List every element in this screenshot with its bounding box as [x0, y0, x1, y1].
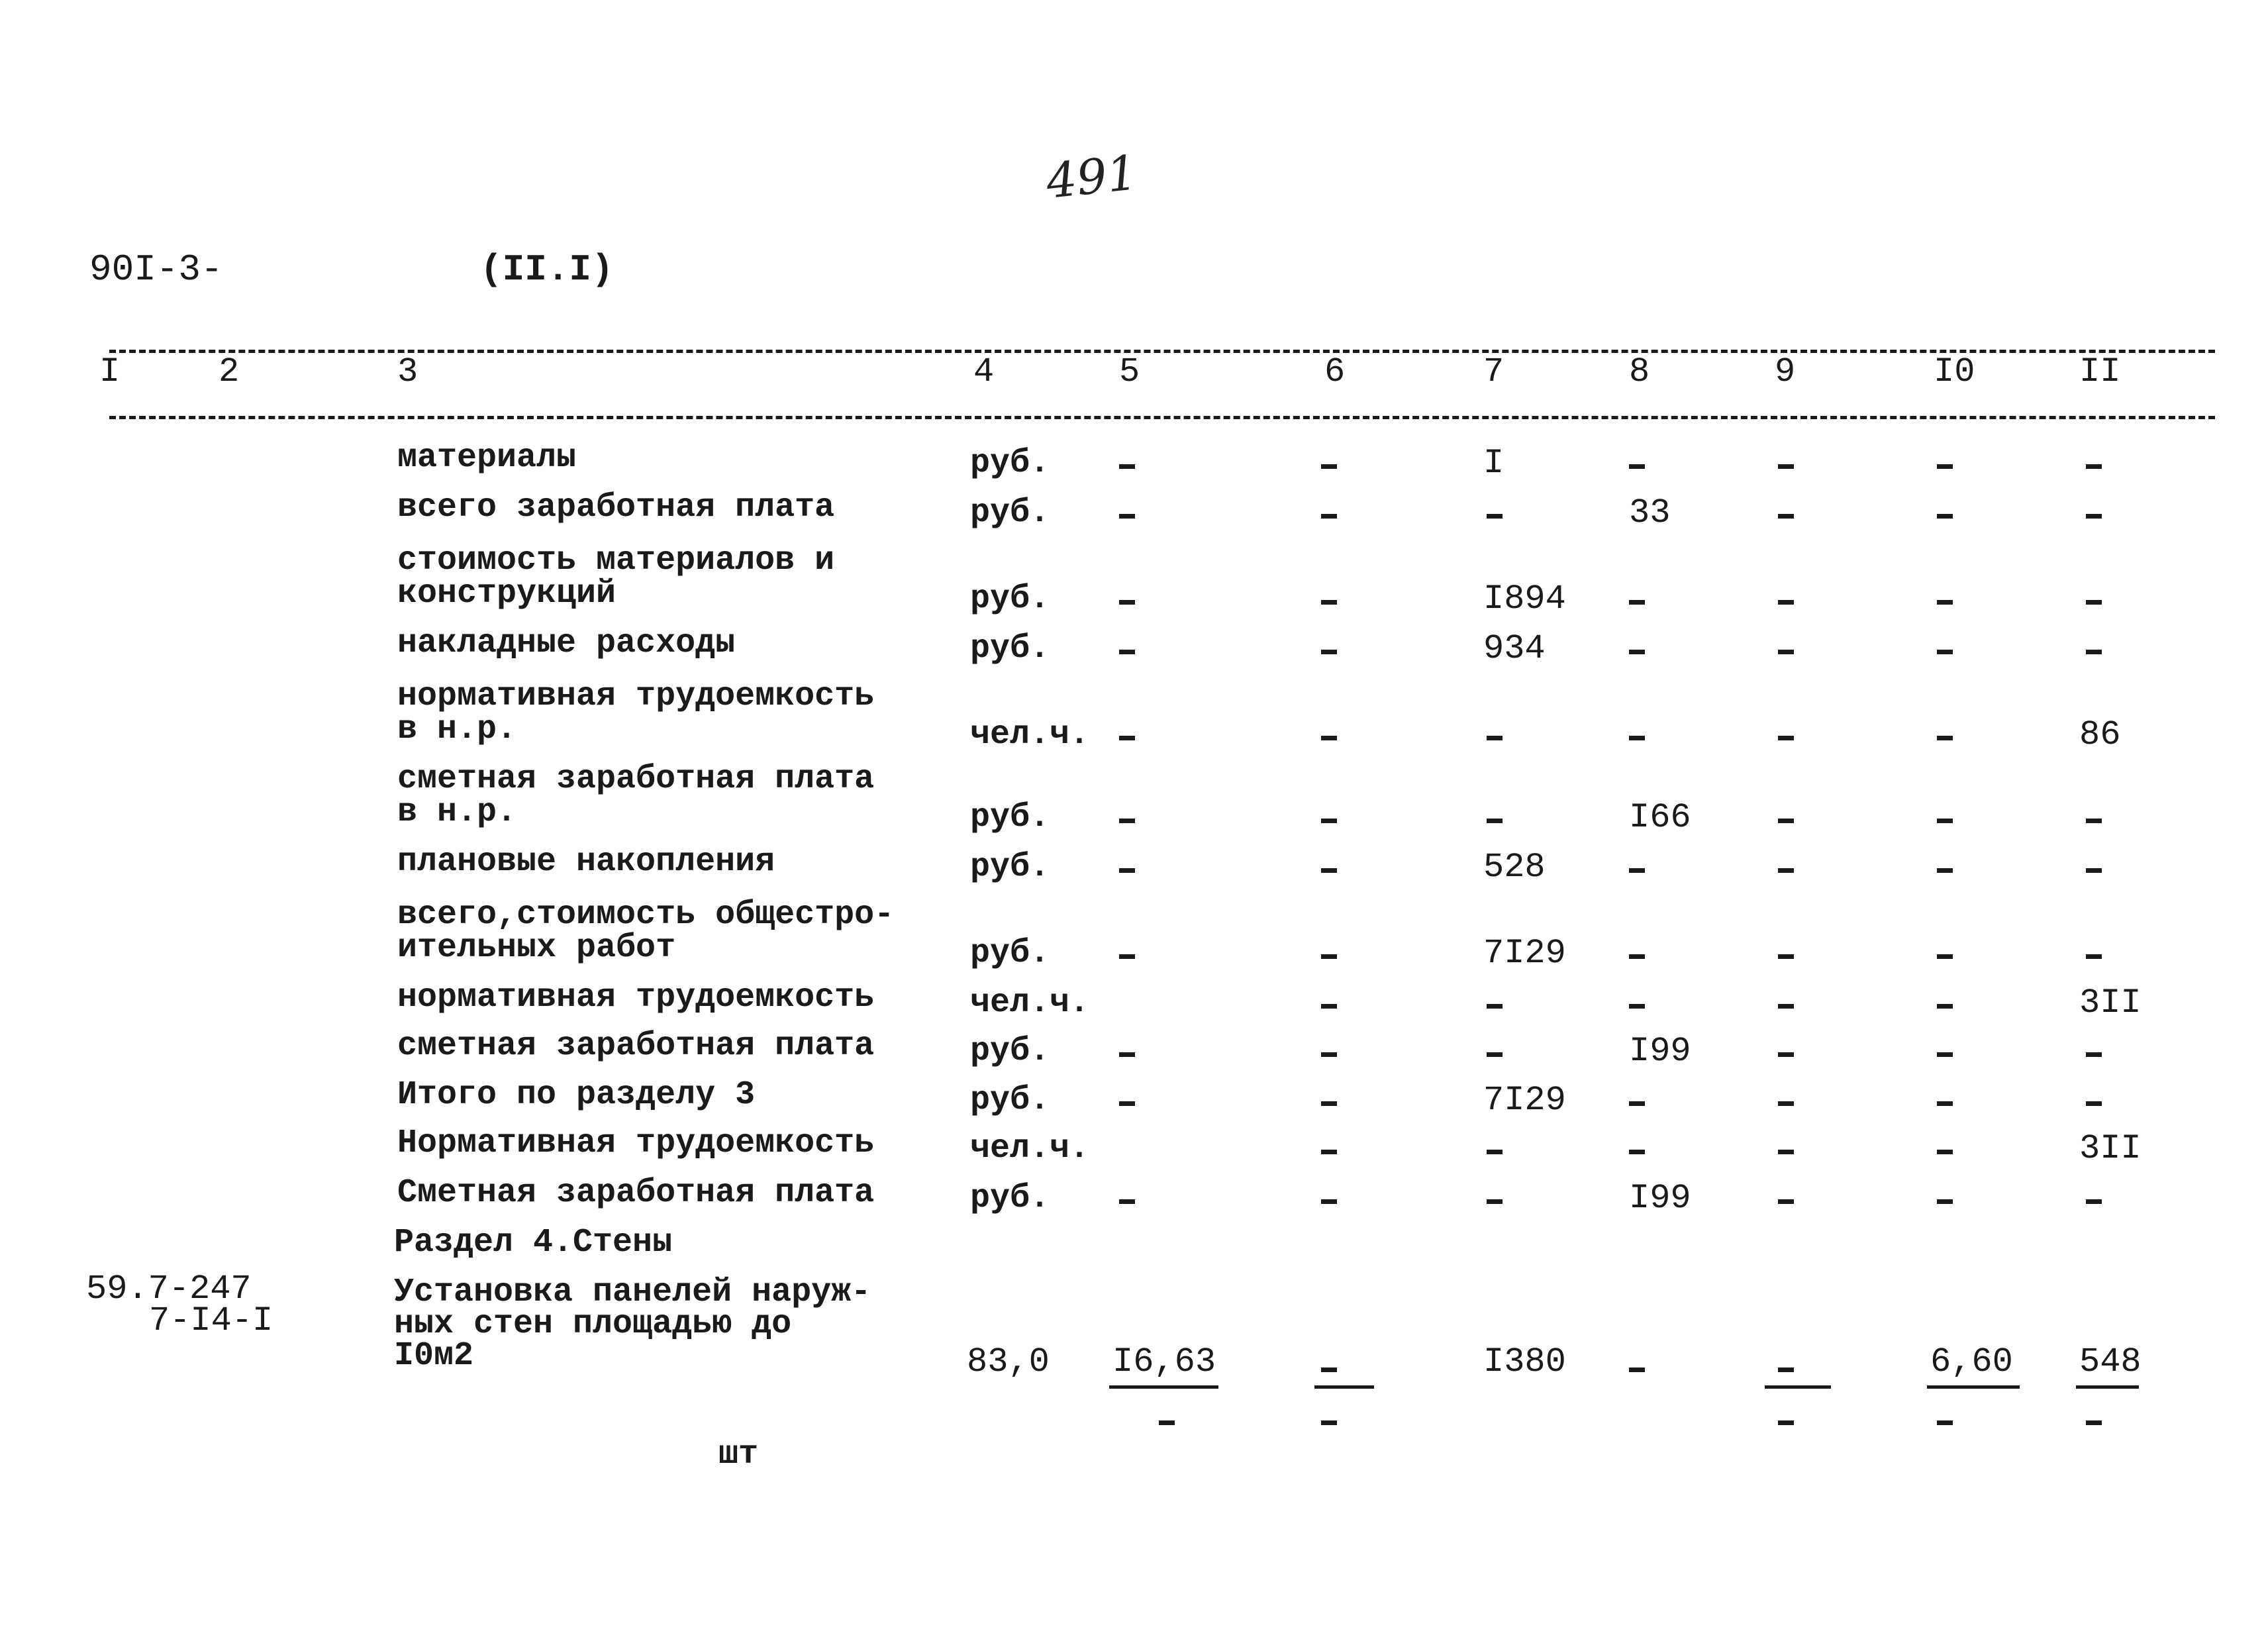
- empty-cell-dash: [1119, 464, 1135, 469]
- empty-cell-dash: [1321, 1368, 1337, 1372]
- empty-cell-dash: [1937, 1052, 1953, 1057]
- row-label: Итого по разделу 3: [397, 1076, 756, 1114]
- empty-cell-dash: [1119, 1101, 1135, 1106]
- row-label: накладные расходы: [397, 624, 736, 662]
- item-code: 59.7-247: [86, 1270, 252, 1309]
- denominator-dash: [1778, 1420, 1794, 1425]
- row-label: всего заработная плата: [397, 489, 835, 526]
- denominator-dash: [1159, 1420, 1175, 1425]
- value-cell: 7I29: [1483, 1081, 1566, 1120]
- column-header-5: 5: [1119, 352, 1140, 391]
- row-unit: чел.ч.: [970, 984, 1090, 1022]
- row-label: нормативная трудоемкость: [397, 979, 875, 1017]
- row-label: Нормативная трудоемкость: [397, 1124, 875, 1162]
- empty-cell-dash: [1629, 1101, 1645, 1106]
- value-underline: [1109, 1385, 1218, 1389]
- empty-cell-dash: [1629, 1004, 1645, 1009]
- doc-code: 90I-3-: [89, 248, 223, 291]
- value-underline: [1765, 1385, 1831, 1389]
- column-header-6: 6: [1324, 352, 1346, 391]
- row-label: всего,стоимость общестро-: [397, 896, 895, 934]
- section-title: Раздел 4.Стены: [394, 1224, 673, 1262]
- empty-cell-dash: [1119, 650, 1135, 654]
- value-cell: I66: [1629, 798, 1691, 837]
- value-cell: 33: [1629, 493, 1671, 532]
- empty-cell-dash: [2086, 464, 2102, 469]
- empty-cell-dash: [1119, 1199, 1135, 1204]
- empty-cell-dash: [1778, 1004, 1794, 1009]
- row-label: в н.р.: [397, 793, 517, 831]
- empty-cell-dash: [1937, 868, 1953, 873]
- empty-cell-dash: [1321, 464, 1337, 469]
- item-label: ных стен площадью до: [394, 1305, 792, 1343]
- empty-cell-dash: [1778, 1101, 1794, 1106]
- column-header-8: 8: [1629, 352, 1650, 391]
- empty-cell-dash: [1937, 736, 1953, 740]
- empty-cell-dash: [1937, 1004, 1953, 1009]
- empty-cell-dash: [1487, 1150, 1503, 1154]
- empty-cell-dash: [1629, 736, 1645, 740]
- value-cell: 528: [1483, 848, 1546, 887]
- column-header-3: 3: [397, 352, 419, 391]
- empty-cell-dash: [1321, 1052, 1337, 1057]
- value-underline: [1927, 1385, 2020, 1389]
- empty-cell-dash: [1629, 868, 1645, 873]
- empty-cell-dash: [1321, 1004, 1337, 1009]
- empty-cell-dash: [1487, 1052, 1503, 1057]
- value-cell: 3II: [2079, 1129, 2142, 1168]
- row-unit: руб.: [970, 1081, 1050, 1119]
- row-unit: руб.: [970, 494, 1050, 532]
- empty-cell-dash: [1778, 1150, 1794, 1154]
- empty-cell-dash: [2086, 868, 2102, 873]
- empty-cell-dash: [1321, 650, 1337, 654]
- empty-cell-dash: [1778, 650, 1794, 654]
- empty-cell-dash: [2086, 514, 2102, 519]
- empty-cell-dash: [1778, 464, 1794, 469]
- empty-cell-dash: [1119, 868, 1135, 873]
- empty-cell-dash: [1937, 1150, 1953, 1154]
- empty-cell-dash: [1629, 1368, 1645, 1372]
- row-label: Сметная заработная плата: [397, 1174, 875, 1212]
- empty-cell-dash: [1778, 1199, 1794, 1204]
- header-rule-top: [109, 350, 2215, 353]
- row-unit: руб.: [970, 630, 1050, 668]
- column-header-4: 4: [973, 352, 995, 391]
- value-cell: 934: [1483, 629, 1546, 668]
- value-cell: 548: [2079, 1342, 2142, 1381]
- empty-cell-dash: [1487, 1004, 1503, 1009]
- empty-cell-dash: [1321, 1199, 1337, 1204]
- column-header-11: II: [2079, 352, 2121, 391]
- row-label: в н.р.: [397, 711, 517, 748]
- empty-cell-dash: [1629, 1150, 1645, 1154]
- header-rule-bottom: [109, 416, 2215, 419]
- empty-cell-dash: [1321, 954, 1337, 959]
- row-unit: руб.: [970, 1179, 1050, 1217]
- row-label: материалы: [397, 439, 577, 477]
- empty-cell-dash: [1119, 600, 1135, 605]
- column-header-1: I: [99, 352, 121, 391]
- row-label: плановые накопления: [397, 843, 775, 881]
- denominator-dash: [1321, 1420, 1337, 1425]
- value-cell: 86: [2079, 715, 2121, 754]
- column-header-7: 7: [1483, 352, 1504, 391]
- item-label: Установка панелей наруж-: [394, 1273, 871, 1311]
- empty-cell-dash: [1778, 514, 1794, 519]
- empty-cell-dash: [2086, 1101, 2102, 1106]
- empty-cell-dash: [1629, 650, 1645, 654]
- empty-cell-dash: [1937, 1199, 1953, 1204]
- empty-cell-dash: [1487, 514, 1503, 519]
- column-header-9: 9: [1775, 352, 1796, 391]
- empty-cell-dash: [1937, 954, 1953, 959]
- empty-cell-dash: [1778, 1052, 1794, 1057]
- empty-cell-dash: [1937, 600, 1953, 605]
- item-label: I0м2: [394, 1337, 474, 1375]
- row-unit: руб.: [970, 934, 1050, 972]
- empty-cell-dash: [1778, 868, 1794, 873]
- page-number: 491: [1043, 144, 1140, 209]
- value-cell: I99: [1629, 1032, 1691, 1071]
- value-cell: I: [1483, 444, 1504, 483]
- empty-cell-dash: [1321, 600, 1337, 605]
- value-cell: I894: [1483, 579, 1566, 619]
- empty-cell-dash: [1778, 954, 1794, 959]
- denominator-dash: [1937, 1420, 1953, 1425]
- value-cell: I6,63: [1112, 1342, 1216, 1381]
- row-label: сметная заработная плата: [397, 760, 875, 798]
- value-underline: [2076, 1385, 2139, 1389]
- empty-cell-dash: [1629, 600, 1645, 605]
- empty-cell-dash: [2086, 954, 2102, 959]
- empty-cell-dash: [1937, 1101, 1953, 1106]
- row-unit: руб.: [970, 580, 1050, 618]
- empty-cell-dash: [1321, 819, 1337, 823]
- empty-cell-dash: [1629, 464, 1645, 469]
- row-label: стоимость материалов и: [397, 542, 835, 579]
- value-cell: 3II: [2079, 983, 2142, 1022]
- value-underline: [1314, 1385, 1374, 1389]
- column-header-10: I0: [1934, 352, 1975, 391]
- empty-cell-dash: [1778, 1368, 1794, 1372]
- empty-cell-dash: [1487, 1199, 1503, 1204]
- row-label: сметная заработная плата: [397, 1027, 875, 1065]
- empty-cell-dash: [1119, 954, 1135, 959]
- value-cell: 7I29: [1483, 934, 1566, 973]
- row-unit: руб.: [970, 444, 1050, 482]
- item-subcode: 7-I4-I: [149, 1301, 273, 1340]
- empty-cell-dash: [1119, 1052, 1135, 1057]
- row-label: конструкций: [397, 575, 616, 613]
- empty-cell-dash: [1778, 736, 1794, 740]
- empty-cell-dash: [2086, 1052, 2102, 1057]
- empty-cell-dash: [1487, 819, 1503, 823]
- empty-cell-dash: [1321, 1101, 1337, 1106]
- empty-cell-dash: [2086, 819, 2102, 823]
- row-unit: руб.: [970, 1032, 1050, 1070]
- empty-cell-dash: [1937, 650, 1953, 654]
- row-unit: руб.: [970, 848, 1050, 886]
- empty-cell-dash: [2086, 600, 2102, 605]
- empty-cell-dash: [2086, 650, 2102, 654]
- empty-cell-dash: [1321, 514, 1337, 519]
- empty-cell-dash: [1937, 819, 1953, 823]
- row-unit: чел.ч.: [970, 1130, 1090, 1168]
- row-label: ительных работ: [397, 929, 676, 967]
- denominator-dash: [2086, 1420, 2102, 1425]
- value-cell: I380: [1483, 1342, 1566, 1381]
- empty-cell-dash: [1487, 736, 1503, 740]
- value-cell: 6,60: [1930, 1342, 2013, 1381]
- empty-cell-dash: [1119, 819, 1135, 823]
- row-unit: руб.: [970, 799, 1050, 836]
- empty-cell-dash: [1778, 600, 1794, 605]
- row-unit: чел.ч.: [970, 716, 1090, 754]
- empty-cell-dash: [1119, 736, 1135, 740]
- empty-cell-dash: [1937, 514, 1953, 519]
- value-cell: I99: [1629, 1179, 1691, 1218]
- doc-ref: (II.I): [480, 248, 614, 291]
- empty-cell-dash: [1321, 736, 1337, 740]
- empty-cell-dash: [1778, 819, 1794, 823]
- empty-cell-dash: [1321, 868, 1337, 873]
- empty-cell-dash: [1119, 514, 1135, 519]
- row-label: нормативная трудоемкость: [397, 677, 875, 715]
- empty-cell-dash: [1629, 954, 1645, 959]
- empty-cell-dash: [1937, 464, 1953, 469]
- item-quantity: 83,0: [967, 1342, 1050, 1381]
- column-header-2: 2: [219, 352, 240, 391]
- empty-cell-dash: [1321, 1150, 1337, 1154]
- item-unit: шт: [718, 1436, 759, 1473]
- empty-cell-dash: [2086, 1199, 2102, 1204]
